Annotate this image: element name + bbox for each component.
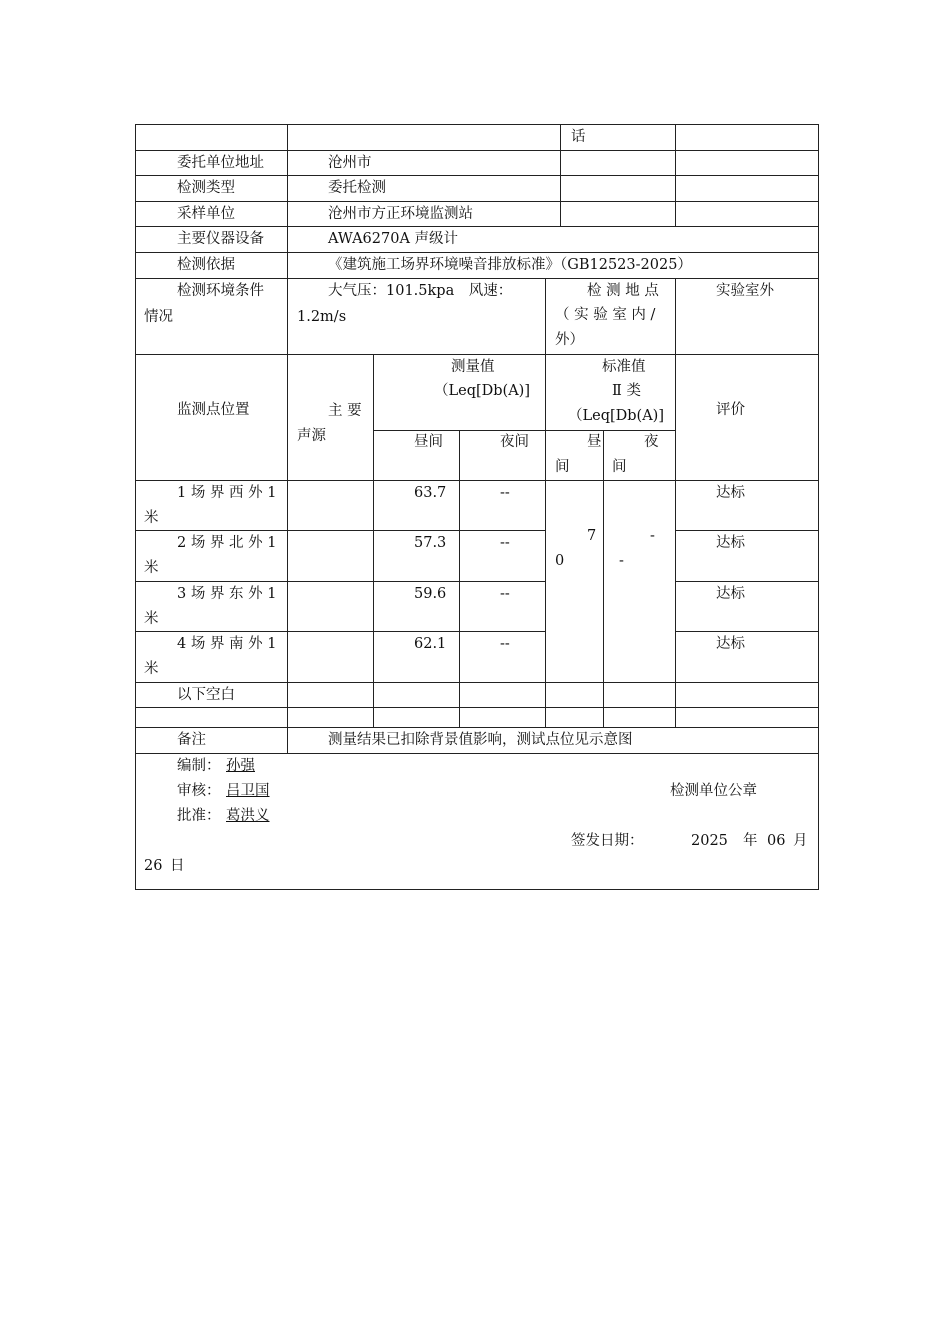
header-standard-day-cont: 间	[555, 459, 570, 475]
issue-month-char: 月	[793, 833, 808, 849]
test-location-label: 检 测 地 点	[587, 283, 659, 299]
header-measured-night: 夜间	[500, 434, 529, 450]
test-location-label-l2: （ 实 验 室 内 /	[555, 307, 656, 323]
std-day-value: 7	[587, 528, 597, 544]
issue-date-label: 签发日期：	[571, 833, 644, 849]
header-standard-class: Ⅱ 类	[612, 383, 641, 399]
row-evaluation: 达标	[716, 485, 745, 501]
row-position-cont: 米	[144, 611, 159, 627]
remark-value: 测量结果已扣除背景值影响，测试点位见示意图	[328, 732, 633, 748]
row-day-value: 62.1	[414, 636, 447, 652]
issue-year-char: 年	[743, 833, 758, 849]
report-sheet	[135, 124, 819, 890]
row-night-value: --	[500, 586, 510, 602]
blank-marker: 以下空白	[177, 687, 235, 703]
header-measured: 测量值	[451, 359, 495, 375]
sampling-unit-label: 采样单位	[177, 206, 235, 222]
header-measured-unit: （Leq[Db(A)]	[434, 383, 530, 399]
header-source: 主 要	[328, 403, 362, 419]
basis-value: 《建筑施工场界环境噪音排放标准》（GB12523-2025）	[328, 257, 692, 273]
header-standard-unit: （Leq[Db(A)]	[568, 408, 664, 424]
test-location-value: 实验室外	[716, 283, 774, 299]
row-evaluation: 达标	[716, 535, 745, 551]
issue-day: 26	[144, 858, 163, 874]
row-day-value: 59.6	[414, 586, 447, 602]
row-night-value: --	[500, 485, 510, 501]
header-position: 监测点位置	[177, 402, 250, 418]
row-position-cont: 米	[144, 661, 159, 677]
row-day-value: 57.3	[414, 535, 447, 551]
test-location-label-l3: 外）	[555, 332, 584, 348]
env-label-cont: 情况	[144, 309, 173, 325]
row-position: 4 场 界 南 外 1	[177, 636, 277, 652]
test-type-label: 检测类型	[177, 180, 235, 196]
remark-label: 备注	[177, 732, 206, 748]
sampling-unit-value: 沧州市方正环境监测站	[328, 206, 473, 222]
std-day-value-cont: 0	[555, 553, 565, 569]
seal-text: 检测单位公章	[670, 783, 757, 799]
std-night-value: -	[650, 528, 655, 544]
approved-label: 批准：	[177, 808, 221, 824]
issue-day-char: 日	[170, 858, 185, 874]
env-value-cont: 1.2m/s	[297, 309, 347, 325]
issue-year: 2025	[691, 833, 728, 849]
client-address-value: 沧州市	[328, 155, 372, 171]
header-standard-night-cont: 间	[612, 459, 627, 475]
header-measured-day: 昼间	[414, 434, 443, 450]
reviewed-name: 吕卫国	[226, 783, 270, 799]
env-label: 检测环境条件	[177, 283, 264, 299]
test-type-value: 委托检测	[328, 180, 386, 196]
basis-label: 检测依据	[177, 257, 235, 273]
row-position-cont: 米	[144, 560, 159, 576]
header-standard-night: 夜	[644, 434, 659, 450]
instrument-value: AWA6270A 声级计	[328, 231, 459, 247]
approved-name: 葛洪义	[226, 808, 270, 824]
row-day-value: 63.7	[414, 485, 447, 501]
issue-month: 06	[767, 833, 786, 849]
row-position-cont: 米	[144, 510, 159, 526]
std-night-value-cont: -	[619, 553, 624, 569]
row-position: 1 场 界 西 外 1	[177, 485, 277, 501]
row-position: 3 场 界 东 外 1	[177, 586, 277, 602]
header-source-cont: 声源	[297, 428, 326, 444]
row-night-value: --	[500, 636, 510, 652]
row-night-value: --	[500, 535, 510, 551]
row-position: 2 场 界 北 外 1	[177, 535, 277, 551]
instrument-label: 主要仪器设备	[177, 231, 264, 247]
header-evaluation: 评价	[716, 402, 745, 418]
header-standard: 标准值	[602, 359, 646, 375]
compiled-label: 编制：	[177, 758, 221, 774]
compiled-name: 孙强	[226, 758, 255, 774]
row0-cell-text: 话	[571, 129, 586, 145]
client-address-label: 委托单位地址	[177, 155, 264, 171]
env-value: 大气压：101.5kpa 风速：	[328, 283, 513, 299]
header-standard-day: 昼	[587, 434, 602, 450]
reviewed-label: 审核：	[177, 783, 221, 799]
row-evaluation: 达标	[716, 586, 745, 602]
row-evaluation: 达标	[716, 636, 745, 652]
